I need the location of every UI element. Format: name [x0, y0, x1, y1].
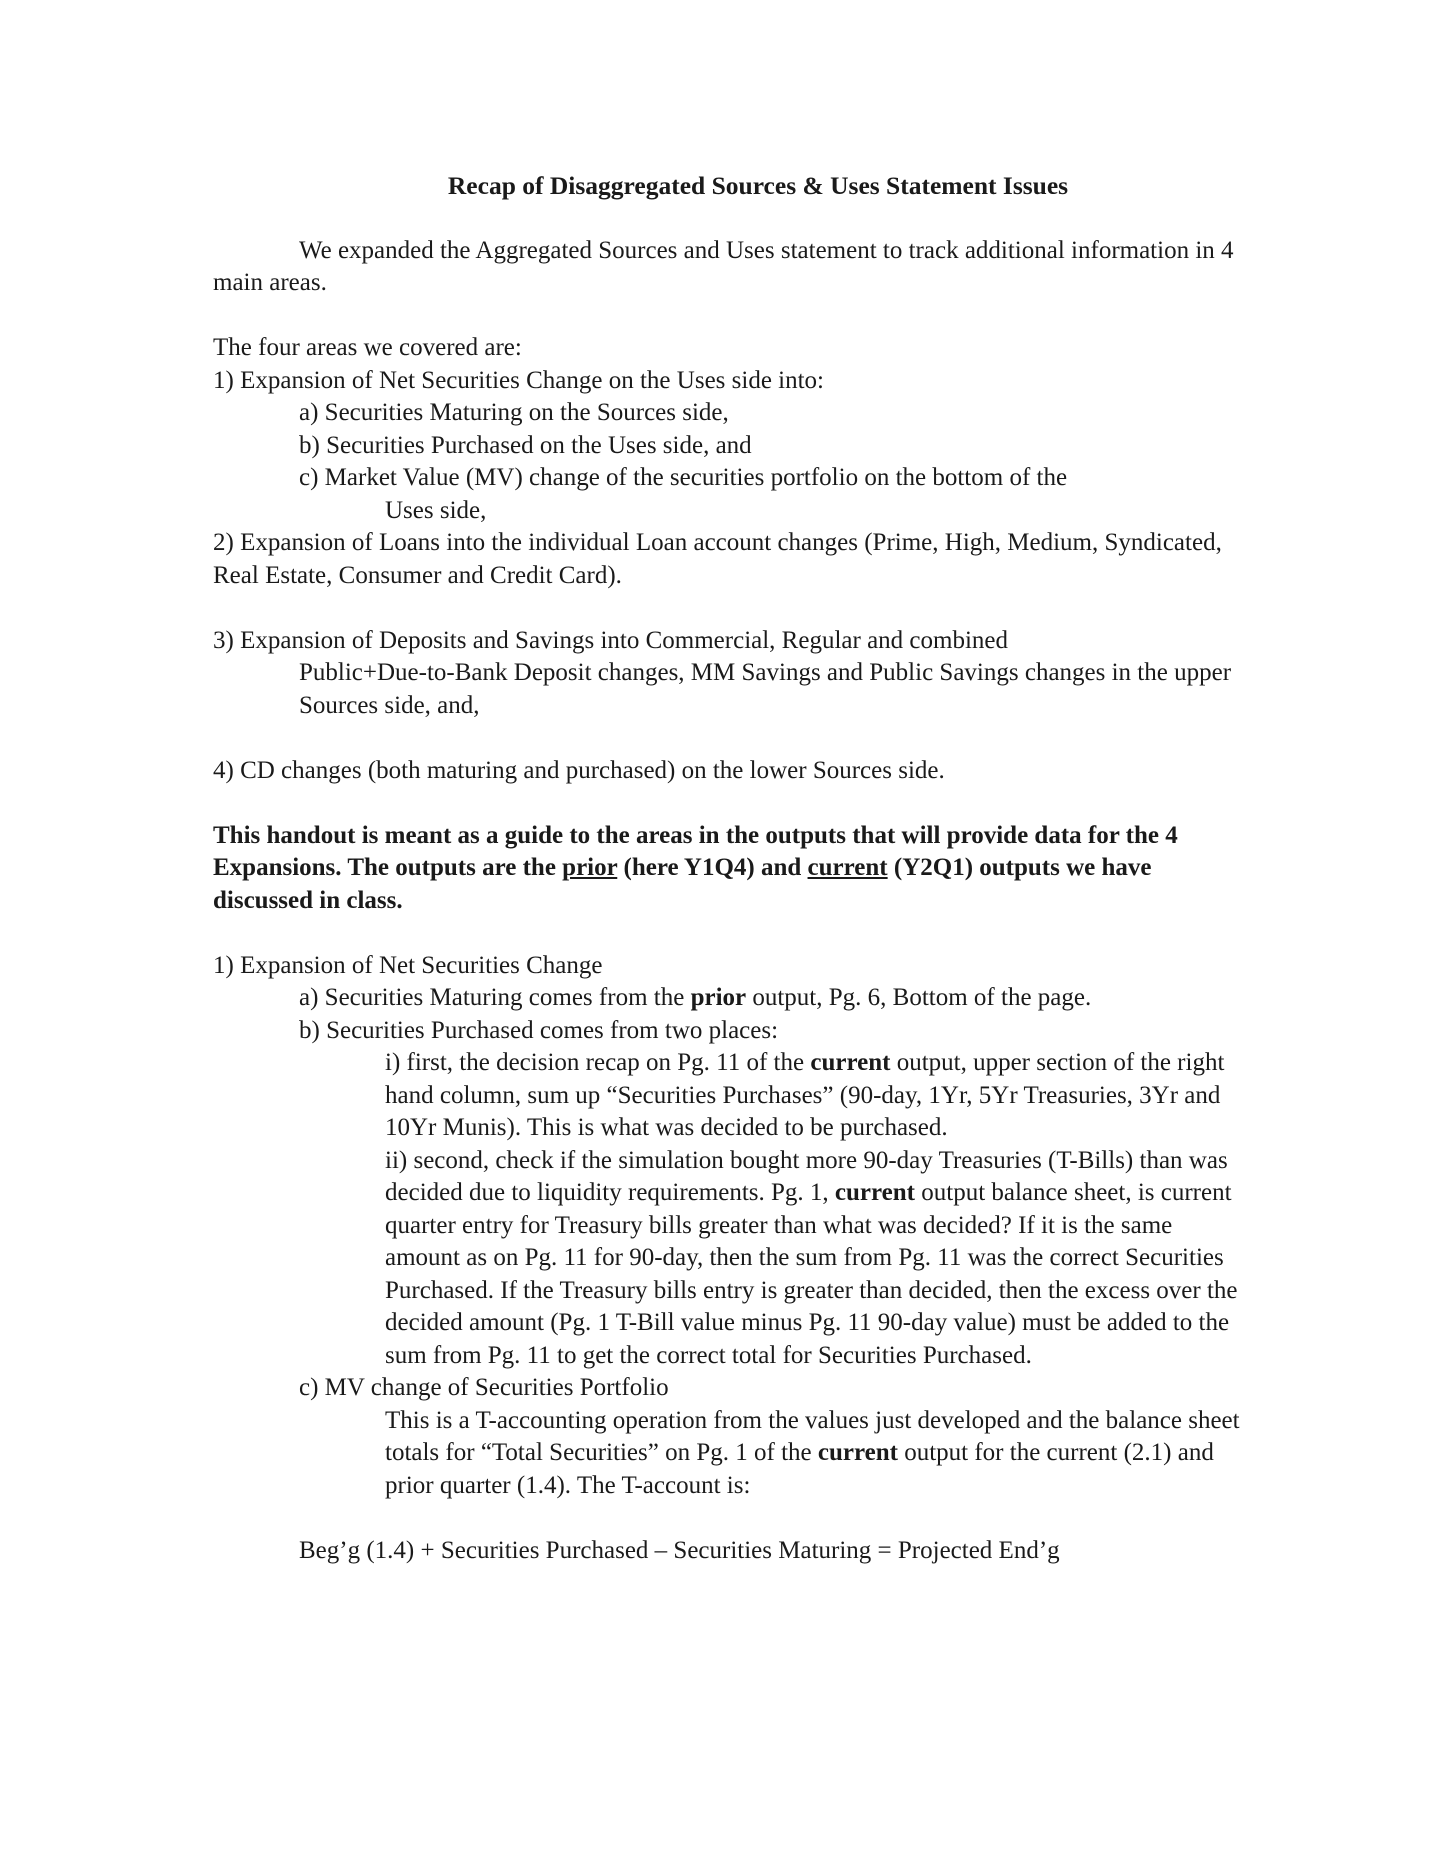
- area1-item-c: c) Market Value (MV) change of the securities portfolio on the bottom of the: [299, 464, 1068, 491]
- area1-item-a: a) Securities Maturing on the Sources side,: [299, 399, 729, 426]
- handout-text-2: (here Y1Q4) and: [617, 854, 808, 881]
- section1-ii-bold: current: [834, 1179, 915, 1206]
- handout-prior: prior: [562, 854, 618, 881]
- section1-item-b: b) Securities Purchased comes from two places:: [299, 1016, 779, 1044]
- area3-continuation: Public+Due-to-Bank Deposit changes, MM Savings and Public Savings changes in the upper Sources side, and,: [299, 659, 1232, 719]
- section1-item-a: [213, 982, 1253, 1015]
- handout-text-1: This handout is meant as a guide to the areas in the outputs that will provide data for the 4 Expansions. The outputs are the: [213, 821, 1178, 881]
- section1-a-text-end: output, Pg. 6, Bottom of the page.: [746, 984, 1092, 1011]
- section1-i-bold: current: [810, 1049, 891, 1076]
- section1-item-c-text: [213, 1405, 1253, 1503]
- section1-ii-text-end: output balance sheet, is current quarter entry for Treasury bills greater than what was decided? If it is the same amount as on Pg. 11 for 90-day, then the sum from Pg. 11 was the correct Securities Purchased. If the Treasury bills entry is greater than decided, then the excess over the decided amount (Pg. 1 T-Bill value minus Pg. 11 90-day value) must be added to the sum from Pg. 11 to get the correct total for Securities Purchased.: [385, 1179, 1238, 1369]
- document-title: Recap of Disaggregated Sources & Uses Statement Issues: [447, 171, 1069, 200]
- area2-paragraph: 2) Expansion of Loans into the individual Loan account changes (Prime, High, Medium, Syndicated, Real Estate, Consumer and Credit Card).: [213, 529, 1222, 589]
- document-body: [213, 170, 1253, 1567]
- section1-i-text-end: output, upper section of the right hand column, sum up “Securities Purchases” (90-day, 1Yr, 5Yr Treasuries, 3Yr and 10Yr Munis). This is what was decided to be purchased.: [385, 1049, 1225, 1141]
- section1-c-bold: current: [817, 1439, 898, 1466]
- area1-item-c-cont: Uses side,: [385, 496, 487, 524]
- area3-label: 3) Expansion of Deposits and Savings into Commercial, Regular and combined: [213, 626, 1008, 654]
- section1-ii-text: ii) second, check if the simulation bought more 90-day Treasuries (T-Bills) than was decided due to liquidity requirements. Pg. 1,: [385, 1146, 1228, 1206]
- section1-c-text-end: output for the current (2.1) and prior quarter (1.4). The T-account is:: [385, 1439, 1214, 1499]
- handout-paragraph: [213, 820, 1253, 918]
- t-account-equation: Beg’g (1.4) + Securities Purchased – Securities Maturing = Projected End’g: [299, 1536, 1060, 1564]
- section1-heading: 1) Expansion of Net Securities Change: [213, 951, 603, 979]
- section1-i-text: i) first, the decision recap on Pg. 11 of the: [385, 1049, 811, 1076]
- section1-a-text: a) Securities Maturing comes from the: [299, 984, 691, 1011]
- section1-item-b-i: [213, 1047, 1253, 1145]
- area4-paragraph: 4) CD changes (both maturing and purchased) on the lower Sources side.: [213, 756, 945, 784]
- area1-label: 1) Expansion of Net Securities Change on the Uses side into:: [213, 366, 824, 394]
- area1-item-b: b) Securities Purchased on the Uses side, and: [299, 431, 752, 459]
- intro-paragraph: We expanded the Aggregated Sources and Uses statement to track additional information in 4 main areas.: [213, 236, 1234, 296]
- areas-heading: The four areas we covered are:: [213, 334, 522, 361]
- handout-current: current: [807, 854, 888, 881]
- section1-a-bold: prior: [690, 984, 747, 1011]
- section1-item-c: c) MV change of Securities Portfolio: [299, 1374, 669, 1401]
- section1-item-b-ii: [213, 1145, 1253, 1373]
- handout-text-3: (Y2Q1) outputs we have discussed in class.: [213, 854, 1152, 914]
- section1-c-text: This is a T-accounting operation from the values just developed and the balance sheet totals for “Total Securities” on Pg. 1 of the: [385, 1406, 1240, 1466]
